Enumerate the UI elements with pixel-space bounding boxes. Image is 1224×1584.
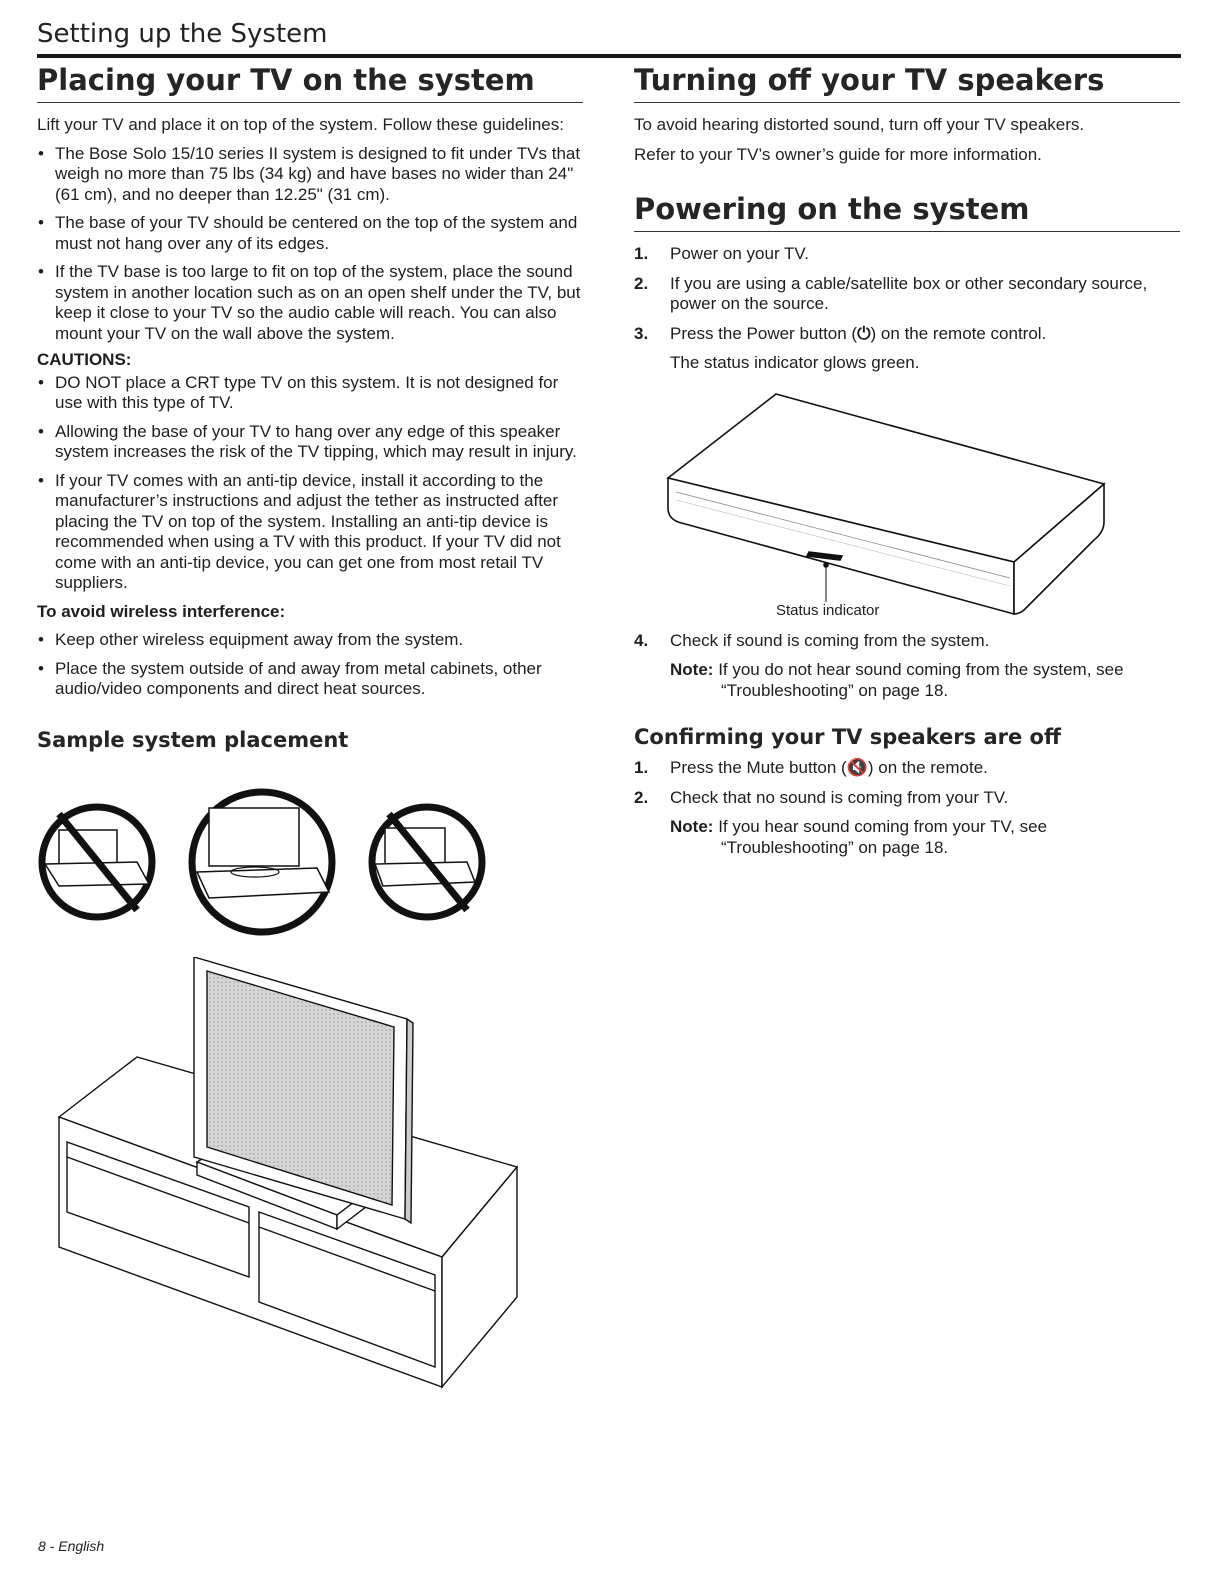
- list-item-text: Allowing the base of your TV to hang over any edge of this speaker system increases the risk of the TV tipping, which may result in injury.: [55, 421, 577, 461]
- bullet-dot-icon: •: [38, 630, 44, 649]
- placement-icons-svg: [37, 772, 487, 937]
- power-icon: ⏻: [857, 323, 871, 343]
- turnoff-line-1: To avoid hearing distorted sound, turn off your TV speakers.: [634, 115, 1085, 134]
- step-number: 1.: [634, 758, 649, 777]
- placement-icons-figure: [37, 772, 583, 937]
- turnoff-line-2: Refer to your TV’s owner’s guide for more information.: [634, 144, 1042, 164]
- prohibited-icon: [42, 807, 152, 917]
- confirming-title: Confirming your TV speakers are off: [634, 725, 1061, 749]
- step-text: Check if sound is coming from the system.: [670, 630, 990, 650]
- placing-tv-title: Placing your TV on the system: [37, 60, 583, 103]
- list-item: [634, 274, 1180, 315]
- note-text: If you do not hear sound coming from the system, see: [718, 660, 1124, 679]
- bullet-dot-icon: •: [38, 421, 44, 441]
- wireless-list: [37, 630, 583, 700]
- bullet-dot-icon: •: [38, 143, 44, 163]
- tv-on-cabinet-figure: [37, 957, 583, 1397]
- list-item-text: If the TV base is too large to fit on top of the system, place the sound system in another location such as on an open shelf under the TV, but keep it close to your TV so the audio cable will reach. You can also mount your TV on the wall above the system.: [55, 262, 581, 343]
- list-item-text: Keep other wireless equipment away from the system.: [55, 630, 464, 649]
- mute-icon: 🔇: [846, 758, 868, 777]
- confirm-steps-list: [634, 758, 1180, 808]
- list-item: [37, 471, 583, 594]
- list-item: [634, 758, 1180, 779]
- step-number: 3.: [634, 323, 649, 343]
- step-text-after: ) on the remote control.: [870, 323, 1047, 343]
- sample-placement-title: Sample system placement: [37, 727, 349, 752]
- step-text: If you are using a cable/satellite box or other secondary source, power on the source.: [670, 273, 1148, 313]
- status-light: [824, 563, 828, 567]
- prohibited-icon: [372, 807, 482, 917]
- list-item: [634, 631, 1180, 652]
- speaker-figure: [664, 392, 1144, 622]
- bullet-dot-icon: •: [38, 658, 44, 678]
- list-item: [37, 422, 583, 463]
- step4-note: [634, 660, 1180, 701]
- page-footer: 8 - English: [38, 1538, 105, 1554]
- wireless-label: To avoid wireless interference:: [37, 601, 286, 621]
- bullet-dot-icon: •: [38, 470, 44, 490]
- step-text-before: Press the Mute button (: [670, 758, 847, 777]
- bullet-dot-icon: •: [38, 262, 44, 281]
- note-label: Note:: [670, 817, 714, 836]
- powering-on-title: Powering on the system: [634, 189, 1180, 232]
- list-item-text: If your TV comes with an anti-tip device, install it according to the manufacturer’s instructions and adjust the tether as instructed after placing the TV on top of the system. Installing an anti-tip device is recommended when using a TV with this product. If your TV did not come with an anti-tip device, you can get one from most retail TV suppliers.: [55, 470, 561, 592]
- confirm-note: [634, 817, 1180, 858]
- step-number: 4.: [634, 630, 649, 650]
- note-text: If you hear sound coming from your TV, see: [718, 817, 1048, 836]
- correct-placement-icon: [192, 792, 332, 932]
- right-column: [634, 60, 1180, 858]
- left-column: [37, 60, 583, 1397]
- step-text: Check that no sound is coming from your TV.: [670, 787, 1009, 807]
- step-text-before: Press the Power button (: [670, 323, 858, 343]
- guidelines-list: [37, 144, 583, 345]
- power-result: The status indicator glows green.: [670, 353, 920, 372]
- status-indicator-label: Status indicator: [776, 601, 880, 619]
- tv-cabinet-svg: [37, 957, 537, 1397]
- list-item-text: The base of your TV should be centered on the top of the system and must not hang over any of its edges.: [55, 213, 578, 253]
- section-header: [37, 18, 1181, 58]
- bullet-dot-icon: •: [38, 372, 44, 392]
- list-item: [37, 144, 583, 206]
- list-item-text: The Bose Solo 15/10 series II system is designed to fit under TVs that weigh no more than 75 lbs (34 kg) and have bases no wider than 24" (61 cm), and no deeper than 12.25" (31 cm).: [55, 143, 581, 204]
- list-item: [634, 788, 1180, 809]
- list-item: [37, 630, 583, 651]
- note-text-cont: “Troubleshooting” on page 18.: [721, 680, 949, 700]
- step-number: 2.: [634, 787, 649, 807]
- placing-intro: Lift your TV and place it on top of the system. Follow these guidelines:: [37, 115, 564, 134]
- cautions-list: [37, 373, 583, 594]
- list-item: [37, 373, 583, 414]
- section-title: Setting up the System: [37, 19, 328, 49]
- note-label: Note:: [670, 660, 714, 679]
- step-four-list: [634, 631, 1180, 652]
- list-item: [37, 659, 583, 700]
- list-item: [37, 213, 583, 254]
- bullet-dot-icon: •: [38, 213, 44, 232]
- speaker-svg: [664, 392, 1144, 622]
- turning-off-title: Turning off your TV speakers: [634, 60, 1180, 103]
- step-number: 1.: [634, 244, 649, 263]
- list-item: [37, 262, 583, 344]
- step-text: Power on your TV.: [670, 244, 809, 263]
- step-text-after: ) on the remote.: [867, 758, 988, 777]
- list-item: [634, 324, 1180, 345]
- power-steps-list: [634, 244, 1180, 344]
- cautions-label: CAUTIONS:: [37, 350, 132, 369]
- list-item: [634, 244, 1180, 265]
- list-item-text: Place the system outside of and away from metal cabinets, other audio/video components and direct heat sources.: [55, 658, 542, 698]
- step-number: 2.: [634, 273, 649, 293]
- list-item-text: DO NOT place a CRT type TV on this system. It is not designed for use with this type of TV.: [55, 372, 559, 412]
- note-text-cont: “Troubleshooting” on page 18.: [721, 837, 949, 857]
